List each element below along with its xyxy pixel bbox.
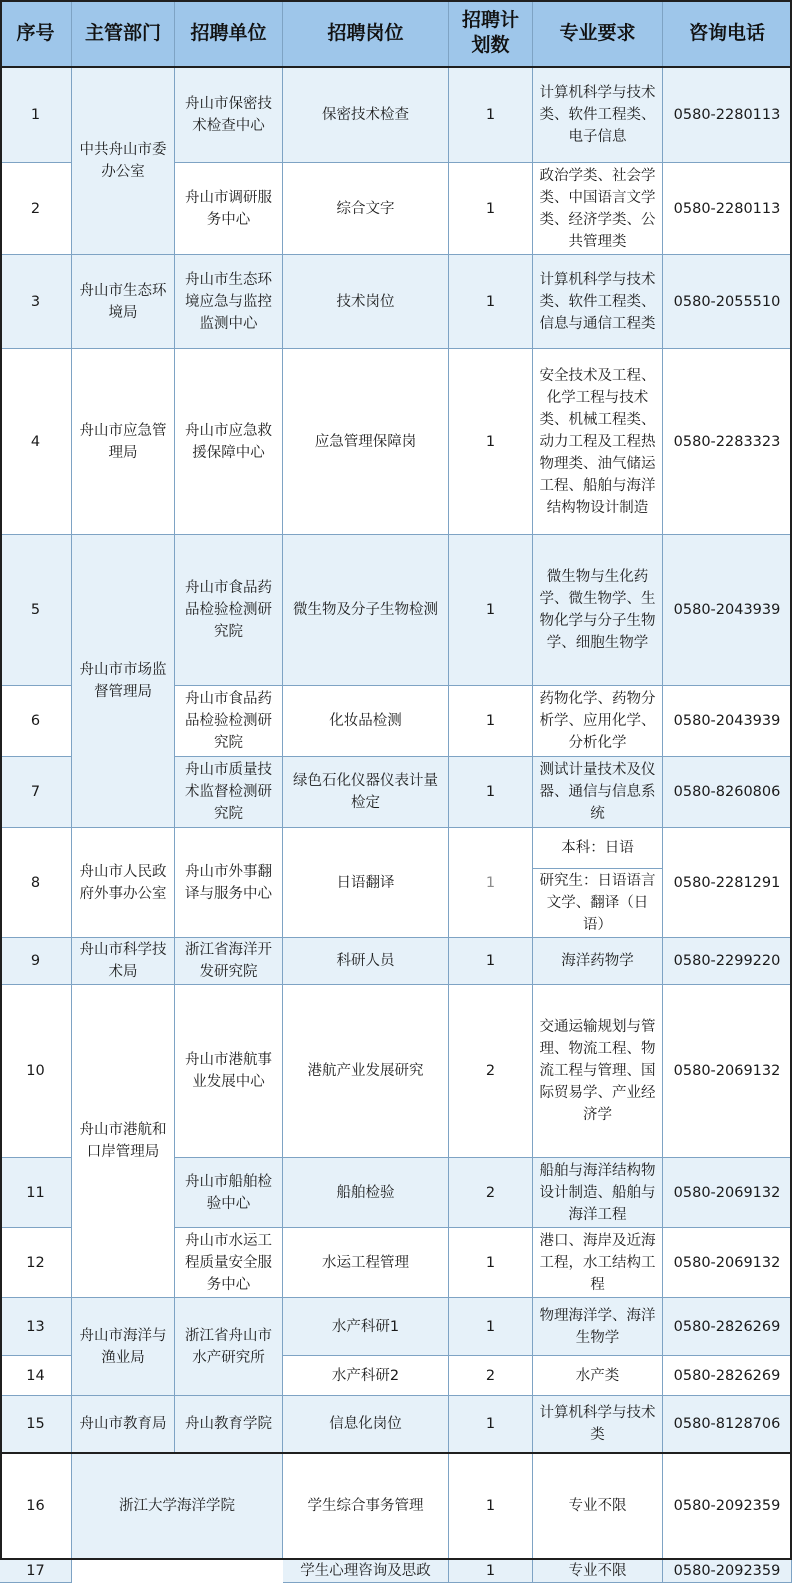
row-1-major (533, 67, 663, 163)
row-16-major (533, 1453, 663, 1560)
row-17-major-text: 专业不限 (568, 1563, 627, 1579)
row-13-post-text: 水产科研1 (331, 1318, 400, 1335)
row-14-phone-text: 0580-2826269 (673, 1367, 781, 1384)
dept-1 (72, 67, 175, 255)
row-2-plan (449, 163, 533, 255)
row-8-major-undergrad (533, 828, 663, 869)
unit-14-text: 舟山教育学院 (185, 1416, 272, 1432)
header-dept (72, 0, 175, 67)
unit-2 (175, 163, 283, 255)
unit-9-text: 浙江省海洋开发研究院 (185, 942, 272, 980)
row-2-no (0, 163, 72, 255)
row-6-plan (449, 686, 533, 757)
row-2-major (533, 163, 663, 255)
row-11-plan (449, 1158, 533, 1228)
row-15-plan-text: 1 (485, 1416, 496, 1432)
row-11-no (0, 1158, 72, 1228)
dept-6-text: 舟山市科学技术局 (79, 942, 167, 980)
row-5-major-text: 微生物与生化药学、微生物学、生物化学与分子生物学、细胞生物学 (539, 569, 656, 651)
row-17-post (283, 1560, 449, 1583)
row-7-phone (663, 757, 792, 828)
row-10-post (283, 985, 449, 1158)
row-6-phone (663, 686, 792, 757)
row-2-no-text: 2 (30, 200, 41, 217)
row-15-no (0, 1396, 72, 1453)
row-9-post (283, 938, 449, 985)
row-17-no (0, 1560, 72, 1583)
row-15-post-text: 信息化岗位 (329, 1416, 402, 1432)
row-12-post (283, 1228, 449, 1298)
row-10-plan-text: 2 (485, 1063, 496, 1079)
row-9-post-text: 科研人员 (336, 953, 395, 969)
header-unit (175, 0, 283, 67)
dept-10-unit-merged (72, 1453, 283, 1560)
header-major-text: 专业要求 (559, 21, 636, 44)
dept-9-text: 舟山市教育局 (79, 1416, 167, 1432)
unit-1-text: 舟山市保密技术检查中心 (185, 95, 272, 134)
row-14-major (533, 1356, 663, 1396)
row-1-phone-text: 0580-2280113 (673, 106, 781, 123)
row-14-plan-text: 2 (485, 1367, 496, 1384)
row-4-phone-text: 0580-2283323 (673, 433, 781, 450)
row-14-no (0, 1356, 72, 1396)
row-14-major-text: 水产类 (575, 1367, 620, 1384)
row-15-major-text: 计算机科学与技术类 (539, 1405, 656, 1443)
row-3-no (0, 255, 72, 349)
row-7-no (0, 757, 72, 828)
row-16-major-text: 专业不限 (568, 1498, 627, 1514)
row-2-plan-text: 1 (485, 200, 496, 217)
row-4-phone (663, 349, 792, 535)
unit-10-text: 舟山市港航事业发展中心 (185, 1052, 272, 1090)
row-17-no-text: 17 (26, 1563, 45, 1579)
row-13-major (533, 1298, 663, 1356)
row-6-phone-text: 0580-2043939 (673, 713, 781, 729)
row-2-post-text: 综合文字 (336, 200, 395, 217)
row-13-major-text: 物理海洋学、海洋生物学 (539, 1307, 656, 1346)
row-11-major (533, 1158, 663, 1228)
row-14-no-text: 14 (26, 1367, 45, 1384)
row-17-plan (449, 1560, 533, 1583)
row-12-major (533, 1228, 663, 1298)
row-12-post-text: 水运工程管理 (322, 1254, 409, 1271)
row-5-post-text: 微生物及分子生物检测 (293, 602, 438, 618)
row-12-plan-text: 1 (485, 1254, 496, 1271)
row-5-post (283, 535, 449, 686)
row-5-phone (663, 535, 792, 686)
header-unit-text: 招聘单位 (190, 21, 267, 44)
row-15-post (283, 1396, 449, 1453)
row-8-plan (449, 828, 533, 938)
row-11-major-text: 船舶与海洋结构物设计制造、船舶与海洋工程 (539, 1162, 656, 1223)
header-no-text: 序号 (16, 21, 55, 44)
row-4-plan (449, 349, 533, 535)
unit-6-text: 舟山市食品药品检验检测研究院 (185, 691, 272, 751)
row-12-no (0, 1228, 72, 1298)
row-8-phone (663, 828, 792, 938)
row-4-major-text: 安全技术及工程、化学工程与技术类、机械工程类、动力工程及工程热物理类、油气储运工程、船舶与海洋结构物设计制造 (539, 367, 656, 516)
row-14-post (283, 1356, 449, 1396)
header-phone (663, 0, 792, 67)
row-7-major-text: 测试计量技术及仪器、通信与信息系统 (539, 762, 656, 822)
row-10-phone (663, 985, 792, 1158)
unit-3-text: 舟山市生态环境应急与监控监测中心 (185, 271, 272, 332)
row-16-post (283, 1453, 449, 1560)
row-3-plan-text: 1 (485, 293, 496, 310)
header-major (533, 0, 663, 67)
row-10-major-text: 交通运输规划与管理、物流工程、物流工程与管理、国际贸易学、产业经济学 (539, 1019, 656, 1123)
row-4-post (283, 349, 449, 535)
row-5-no-text: 5 (30, 602, 41, 618)
unit-13-text: 浙江省舟山市水产研究所 (185, 1327, 272, 1366)
dept-5-text: 舟山市人民政府外事办公室 (79, 863, 167, 902)
row-8-phone-text: 0580-2281291 (673, 874, 781, 891)
row-4-no-text: 4 (30, 433, 41, 450)
row-14-plan (449, 1356, 533, 1396)
row-4-major (533, 349, 663, 535)
row-16-post-text: 学生综合事务管理 (307, 1498, 424, 1514)
row-13-no-text: 13 (26, 1318, 45, 1335)
row-3-post (283, 255, 449, 349)
row-17-plan-text: 1 (485, 1563, 496, 1579)
row-1-major-text: 计算机科学与技术类、软件工程类、电子信息 (539, 84, 656, 145)
unit-1 (175, 67, 283, 163)
row-13-no (0, 1298, 72, 1356)
row-2-post (283, 163, 449, 255)
row-14-phone (663, 1356, 792, 1396)
row-9-phone (663, 938, 792, 985)
row-7-plan (449, 757, 533, 828)
row-8-post-text: 日语翻译 (336, 874, 395, 891)
row-7-plan-text: 1 (485, 784, 496, 800)
row-5-plan-text: 1 (485, 602, 496, 618)
row-11-post-text: 船舶检验 (336, 1184, 395, 1201)
dept-4-text: 舟山市市场监督管理局 (79, 662, 167, 700)
row-17-major (533, 1560, 663, 1583)
row-9-no (0, 938, 72, 985)
row-3-major (533, 255, 663, 349)
row-1-post (283, 67, 449, 163)
dept-10-unit-merged-text: 浙江大学海洋学院 (119, 1498, 235, 1514)
unit-5 (175, 535, 283, 686)
row-16-plan-text: 1 (485, 1498, 496, 1514)
row-6-no (0, 686, 72, 757)
row-13-phone-text: 0580-2826269 (673, 1318, 781, 1335)
dept-8 (72, 1298, 175, 1396)
unit-11-text: 舟山市船舶检验中心 (185, 1173, 272, 1212)
row-13-plan (449, 1298, 533, 1356)
header-no (0, 0, 72, 67)
row-3-major-text: 计算机科学与技术类、软件工程类、信息与通信工程类 (539, 271, 656, 332)
row-5-plan (449, 535, 533, 686)
header-plan-text: 招聘计划数 (461, 9, 519, 56)
row-11-post (283, 1158, 449, 1228)
row-1-phone (663, 67, 792, 163)
header-post (283, 0, 449, 67)
row-1-no-text: 1 (30, 106, 41, 123)
row-9-no-text: 9 (30, 953, 41, 969)
row-11-no-text: 11 (26, 1184, 45, 1201)
row-15-plan (449, 1396, 533, 1453)
row-10-post-text: 港航产业发展研究 (307, 1063, 424, 1079)
unit-7 (175, 757, 283, 828)
row-3-post-text: 技术岗位 (336, 293, 395, 310)
row-9-plan-text: 1 (485, 953, 496, 969)
unit-2-text: 舟山市调研服务中心 (185, 189, 272, 228)
dept-9 (72, 1396, 175, 1453)
row-5-no (0, 535, 72, 686)
unit-7-text: 舟山市质量技术监督检测研究院 (185, 762, 272, 822)
row-6-plan-text: 1 (485, 713, 496, 729)
row-16-phone (663, 1453, 792, 1560)
row-9-major-text: 海洋药物学 (561, 953, 634, 969)
dept-7 (72, 985, 175, 1298)
row-5-major (533, 535, 663, 686)
row-10-phone-text: 0580-2069132 (673, 1063, 781, 1079)
row-10-no-text: 10 (26, 1063, 45, 1079)
row-17-phone (663, 1560, 792, 1583)
row-12-major-text: 港口、海岸及近海工程，水工结构工程 (539, 1232, 656, 1293)
unit-12 (175, 1228, 283, 1298)
unit-11 (175, 1158, 283, 1228)
dept-3-text: 舟山市应急管理局 (79, 422, 167, 461)
row-3-phone (663, 255, 792, 349)
header-plan (449, 0, 533, 67)
row-12-plan (449, 1228, 533, 1298)
row-16-no (0, 1453, 72, 1560)
row-11-phone (663, 1158, 792, 1228)
row-15-phone-text: 0580-8128706 (673, 1416, 781, 1432)
unit-8 (175, 828, 283, 938)
row-9-phone-text: 0580-2299220 (673, 953, 781, 969)
header-dept-text: 主管部门 (84, 21, 161, 44)
row-10-plan (449, 985, 533, 1158)
row-17-phone-text: 0580-2092359 (673, 1563, 781, 1579)
row-6-major-text: 药物化学、药物分析学、应用化学、分析化学 (539, 691, 656, 751)
row-12-phone-text: 0580-2069132 (673, 1254, 781, 1271)
row-12-phone (663, 1228, 792, 1298)
unit-4 (175, 349, 283, 535)
row-12-no-text: 12 (26, 1254, 45, 1271)
row-1-plan-text: 1 (485, 106, 496, 123)
dept-7-text: 舟山市港航和口岸管理局 (79, 1122, 167, 1160)
row-14-post-text: 水产科研2 (331, 1367, 400, 1384)
row-6-post-text: 化妆品检测 (329, 713, 402, 729)
row-16-plan (449, 1453, 533, 1560)
row-8-major-graduate (533, 869, 663, 938)
row-7-no-text: 7 (30, 784, 41, 800)
row-11-plan-text: 2 (485, 1184, 496, 1201)
row-17-post-text: 学生心理咨询及思政 (300, 1563, 431, 1579)
row-2-phone (663, 163, 792, 255)
dept-2 (72, 255, 175, 349)
unit-5-text: 舟山市食品药品检验检测研究院 (185, 580, 272, 640)
row-4-plan-text: 1 (485, 433, 496, 450)
row-7-major (533, 757, 663, 828)
row-11-phone-text: 0580-2069132 (673, 1184, 781, 1201)
dept-2-text: 舟山市生态环境局 (79, 282, 167, 321)
row-15-no-text: 15 (26, 1416, 45, 1432)
row-6-major (533, 686, 663, 757)
row-13-phone (663, 1298, 792, 1356)
row-9-plan (449, 938, 533, 985)
row-8-plan-text: 1 (485, 874, 496, 891)
unit-12-text: 舟山市水运工程质量安全服务中心 (185, 1232, 272, 1293)
row-13-post (283, 1298, 449, 1356)
header-post-text: 招聘岗位 (327, 21, 404, 44)
dept-3 (72, 349, 175, 535)
dept-1-text: 中共舟山市委办公室 (79, 141, 167, 180)
row-1-post-text: 保密技术检查 (322, 106, 409, 123)
row-8-post (283, 828, 449, 938)
row-3-no-text: 3 (30, 293, 41, 310)
unit-4-text: 舟山市应急救援保障中心 (185, 422, 272, 461)
dept-4 (72, 535, 175, 828)
row-10-major (533, 985, 663, 1158)
row-4-post-text: 应急管理保障岗 (314, 433, 417, 450)
unit-6 (175, 686, 283, 757)
dept-5 (72, 828, 175, 938)
row-13-plan-text: 1 (485, 1318, 496, 1335)
unit-9 (175, 938, 283, 985)
row-7-post (283, 757, 449, 828)
dept-6 (72, 938, 175, 985)
header-phone-text: 咨询电话 (688, 21, 765, 44)
row-8-no (0, 828, 72, 938)
row-16-no-text: 16 (26, 1498, 45, 1514)
unit-3 (175, 255, 283, 349)
row-8-major-undergrad-text: 本科：日语 (561, 840, 634, 856)
unit-14 (175, 1396, 283, 1453)
unit-8-text: 舟山市外事翻译与服务中心 (185, 863, 272, 902)
row-4-no (0, 349, 72, 535)
row-7-phone-text: 0580-8260806 (673, 784, 781, 800)
row-8-major-graduate-text: 研究生：日语语言文学、翻译（日语） (539, 873, 656, 933)
row-3-phone-text: 0580-2055510 (673, 293, 781, 310)
unit-10 (175, 985, 283, 1158)
row-10-no (0, 985, 72, 1158)
unit-13 (175, 1298, 283, 1396)
row-8-no-text: 8 (30, 874, 41, 891)
row-1-plan (449, 67, 533, 163)
row-15-phone (663, 1396, 792, 1453)
row-2-major-text: 政治学类、社会学类、中国语言文学类、经济学类、公共管理类 (539, 167, 656, 250)
row-15-major (533, 1396, 663, 1453)
row-16-phone-text: 0580-2092359 (673, 1498, 781, 1514)
row-9-major (533, 938, 663, 985)
row-3-plan (449, 255, 533, 349)
row-2-phone-text: 0580-2280113 (673, 200, 781, 217)
row-1-no (0, 67, 72, 163)
dept-8-text: 舟山市海洋与渔业局 (79, 1327, 167, 1366)
row-6-no-text: 6 (30, 713, 41, 729)
row-6-post (283, 686, 449, 757)
row-7-post-text: 绿色石化仪器仪表计量检定 (293, 773, 438, 811)
row-5-phone-text: 0580-2043939 (673, 602, 781, 618)
